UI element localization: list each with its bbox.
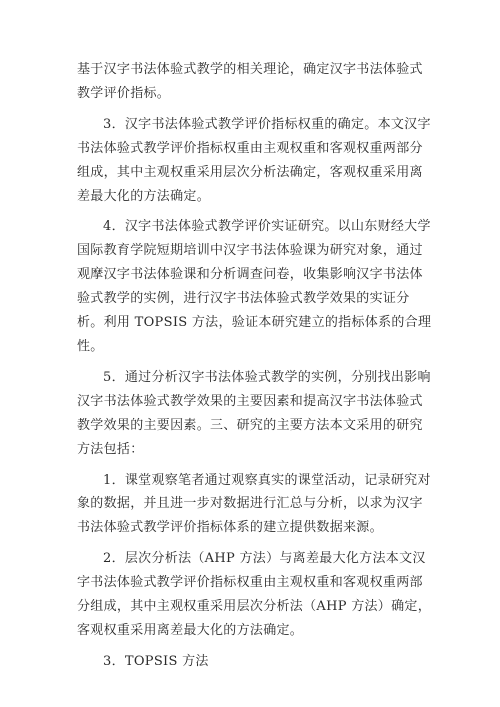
document-body (77, 58, 432, 681)
paragraph-item-3-weight-determination: 3．汉字书法体验式教学评价指标权重的确定。本文汉字书法体验式教学评价指标权重由主观权重和客观权重两部分组成，其中主观权重采用层次分析法确定，客观权重采用离差最大化的方法确定。 (77, 116, 431, 204)
paragraph-method-1-classroom-observation: 1．课堂观察笔者通过观察真实的课堂活动，记录研究对象的数据，并且进一步对数据进行汇总与分析，以求为汉字书法体验式教学评价指标体系的建立提供数据来源。 (77, 472, 431, 536)
paragraph-method-2-ahp: 2．层次分析法（AHP 方法）与离差最大化方法本文汉字书法体验式教学评价指标权重由主观权重和客观权重两部分组成，其中主观权重采用层次分析法（AHP 方法）确定，客观权重采用离差最大化的方法确定。 (77, 551, 432, 638)
paragraph-item-5-factor-analysis: 5．通过分析汉字书法体验式教学的实例，分别找出影响汉字书法体验式教学效果的主要因素和提高汉字书法体验式教学效果的主要因素。三、研究的主要方法本文采用的研究方法包括： (77, 369, 431, 457)
paragraph-item-4-empirical-study: 4．汉字书法体验式教学评价实证研究。以山东财经大学国际教育学院短期培训中汉字书法体验课为研究对象，通过观摩汉字书法体验课和分析调查问卷，收集影响汉字书法体验式教学的实例，进行汉字书法体验式教学效果的实证分析。利用 TOPSIS 方法，验证本研究建立的指标体系的合理性。 (77, 219, 432, 354)
paragraph-intro-continuation: 基于汉字书法体验式教学的相关理论，确定汉字书法体验式教学评价指标。 (77, 62, 423, 101)
paragraph-method-3-topsis: 3．TOPSIS 方法 (103, 653, 209, 669)
